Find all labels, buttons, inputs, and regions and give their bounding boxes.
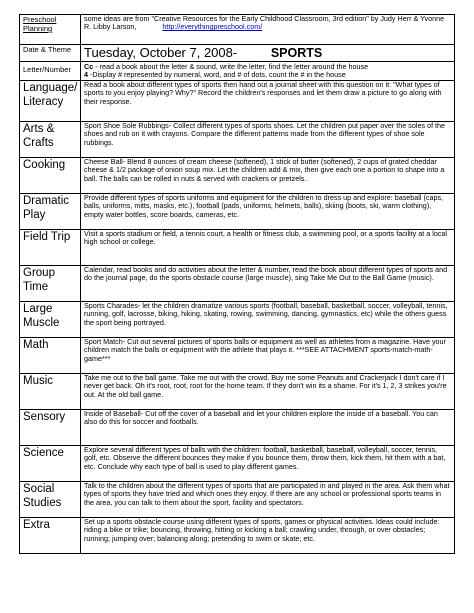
letter-number-body (81, 62, 455, 81)
activity-sensory: Inside of Baseball- Cut off the cover of a baseball and let your children explore the inside of a baseball. You can also do this for soccer and footballs. (81, 409, 455, 445)
activity-music: Take me out to the ball game. Take me out with the crowd. Buy me some Peanuts and Crackerjack I don't care if I never get back. Oh it's root, root, root for the home team. If they don't win its a shame. For it's 1, 2, 3 strikes you're out. At the old ball game. (81, 373, 455, 409)
source-text: some ideas are from "Creative Resources for the Early Childhood Classroom, 3rd edition" by Judy Herr & Yvonne R. Libby Larson, (84, 14, 445, 32)
row-large-muscle (20, 301, 455, 337)
theme-text: SPORTS (270, 46, 323, 60)
category-field-trip: Field Trip (20, 229, 81, 265)
row-math (20, 337, 455, 373)
letter-number-row (20, 62, 455, 81)
category-language-literacy: Language/ Literacy (20, 80, 81, 121)
category-science: Science (20, 445, 81, 481)
category-sensory: Sensory (20, 409, 81, 445)
header-row (20, 15, 455, 45)
activity-arts-crafts: Sport Shoe Sole Rubbings- Collect different types of sports shoes. Let the children put paper over the soles of the shoes and rub on it with crayons. Compare the different patterns made from the different types of shoe sole rubbings. (81, 121, 455, 157)
row-cooking (20, 157, 455, 193)
category-social-studies: Social Studies (20, 481, 81, 517)
category-math: Math (20, 337, 81, 373)
source-url-link[interactable]: http://everythingpreschool.com/ (162, 22, 263, 32)
date-theme-value (81, 45, 455, 62)
date-theme-label: Date & Theme (20, 45, 81, 62)
date-text: Tuesday, October 7, 2008- (84, 45, 238, 60)
number-line (84, 71, 451, 79)
activity-social-studies: Talk to the children about the different types of sports that are participated in and played in the area. Ask them what types of sports they have tried and which ones they enjoy. If there are any school or professional sports teams in the area, you can talk to them about the sport, facility and spectators. (81, 481, 455, 517)
activity-cooking: Cheese Ball- Blend 8 ounces of cream cheese (softened), 1 stick of butter (softened), 2 cups of grated cheddar cheese & 1/2 package of onion soup mix. Let the children add & mix, then give each one a portion to shape into a ball. The balls can be rolled in nuts & served with crackers or pretzels. (81, 157, 455, 193)
row-group-time (20, 265, 455, 301)
preschool-planning-label: Preschool Planning (23, 15, 57, 33)
category-group-time: Group Time (20, 265, 81, 301)
category-extra: Extra (20, 517, 81, 553)
activity-language-literacy: Read a book about different types of sports then hand out a journal sheet with this question on it: "What types of sports to you enjoy playing? Why?" Record the children's responses and let them draw a picture to go along with their response. (81, 80, 455, 121)
date-row (20, 45, 455, 62)
number-text: -Display # represented by numeral, word, and # of dots, count the # in the house (88, 70, 346, 80)
letter-number-label: Letter/Number (20, 62, 81, 81)
category-music: Music (20, 373, 81, 409)
letter-bold: Cc (84, 62, 94, 71)
row-science (20, 445, 455, 481)
row-sensory (20, 409, 455, 445)
header-category (20, 15, 81, 45)
row-extra (20, 517, 455, 553)
activity-large-muscle: Sports Charades- let the children dramatize various sports (football, baseball, basketball, soccer, volleyball, tennis, running, golf, lacrosse, biking, hiking, skating, rowing, swimming, dancing, gymnastics, etc) while the others guess the sport being portrayed. (81, 301, 455, 337)
activity-math: Sport Match- Cut out several pictures of sports balls or equipment as well as athletes from a magazine. Have your children match the balls or equipment with the athlete that plays it. ***SEE ATTACHMENT sports-match-math-game*** (81, 337, 455, 373)
category-arts-crafts: Arts & Crafts (20, 121, 81, 157)
letter-text: - read a book about the letter & sound, write the letter, find the letter around the house (93, 62, 369, 71)
category-large-muscle: Large Muscle (20, 301, 81, 337)
row-social-studies (20, 481, 455, 517)
planning-sheet (19, 14, 455, 554)
row-music (20, 373, 455, 409)
activity-dramatic-play: Provide different types of sports uniforms and equipment for the children to dress up and explore: baseball (caps, balls, uniforms, mitts, masks, etc.), football (pads, uniforms, helmets, balls), skiing (boots, ski, warm clothing), empty water bottles, score boards, cameras, etc. (81, 193, 455, 229)
row-dramatic-play (20, 193, 455, 229)
row-language-literacy (20, 80, 455, 121)
activity-field-trip: Visit a sports stadium or field, a tennis court, a health or fitness club, a swimming pool, or a sports facility at a local high school or college. (81, 229, 455, 265)
activity-science: Explore several different types of balls with the children: football, basketball, baseball, volleyball, soccer, tennis, golf, etc. Observe the different bounces they make if you bounce them, throw them, kick them, hit them with a bat, etc. Conclude why each type of ball is used to play different games. (81, 445, 455, 481)
category-cooking: Cooking (20, 157, 81, 193)
number-bold: 4 (84, 70, 88, 80)
row-field-trip (20, 229, 455, 265)
header-source (81, 15, 455, 45)
activity-extra: Set up a sports obstacle course using different types of sports, games or physical activities. Ideas could include: riding a bike or trike; bouncing, throwing, hitting or kicking a ball; crawling under, through, or over obstacles; running; jumping over; balancing along; pretending to swim or skate; etc. (81, 517, 455, 553)
planning-table (19, 14, 455, 554)
category-dramatic-play: Dramatic Play (20, 193, 81, 229)
activity-group-time: Calendar, read books and do activities about the letter & number, read the book about different types of sports and do the journal page, do the sports obstacle course (large muscle), sing Take Me Out to the Ball Game (music). (81, 265, 455, 301)
row-arts-crafts (20, 121, 455, 157)
